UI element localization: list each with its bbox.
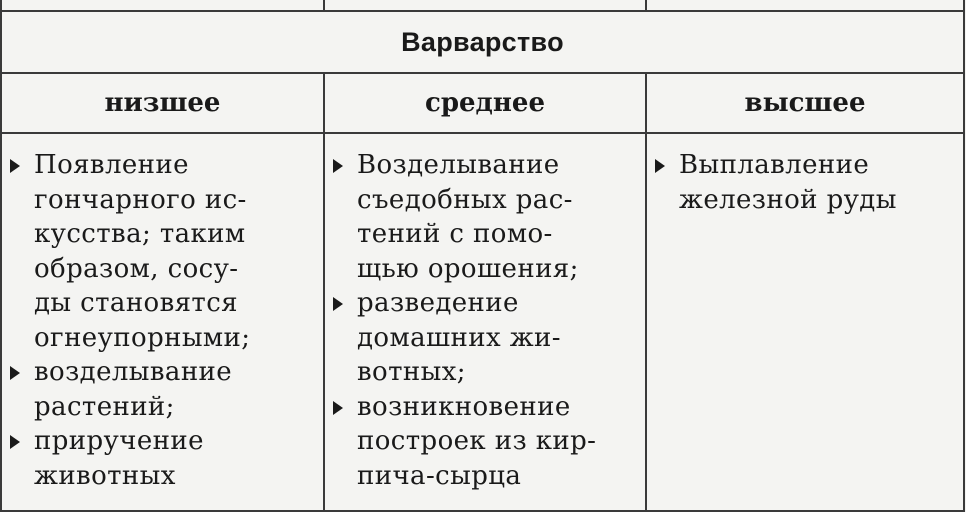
item-text-line: ды становятся — [34, 288, 238, 318]
item-text-line: съедобных рас- — [357, 184, 573, 215]
item-text-line: щью орошения; — [357, 253, 579, 284]
item-text-line: пича-сырца — [357, 460, 522, 491]
list-item — [34, 424, 313, 493]
level-header-middle: среднее — [324, 73, 646, 133]
item-text-line: вотных; — [357, 357, 466, 387]
item-text-line: огнеупорными; — [34, 322, 251, 353]
triangle-bullet-icon — [10, 366, 20, 380]
list-item — [357, 286, 635, 390]
title-row — [1, 11, 964, 73]
item-text-line: Возделывание — [357, 150, 560, 180]
triangle-bullet-icon — [655, 159, 665, 173]
column-middle — [324, 133, 646, 511]
item-text-line: Выплавление — [679, 150, 870, 180]
item-text-line: построек из кир- — [357, 426, 597, 456]
item-text-line: железной руды — [679, 184, 897, 215]
list-item — [357, 390, 635, 494]
triangle-bullet-icon — [10, 435, 20, 449]
list-item — [679, 148, 953, 217]
triangle-bullet-icon — [10, 159, 20, 173]
triangle-bullet-icon — [333, 401, 343, 415]
item-text-line: домашних жи- — [357, 322, 561, 353]
level-header-lower: низшее — [1, 73, 324, 133]
table-top-stub — [1, 0, 964, 11]
item-text-line: образом, сосу- — [34, 253, 239, 284]
table-title: Варварство — [1, 11, 964, 73]
column-upper — [646, 133, 964, 511]
list-item — [34, 355, 313, 424]
item-text-line: тений с помо- — [357, 219, 553, 249]
column-lower — [1, 133, 324, 511]
list-item — [357, 148, 635, 286]
content-row — [1, 133, 964, 511]
level-header-upper: высшее — [646, 73, 964, 133]
item-text-line: возделывание — [34, 357, 233, 387]
item-text-line: кусства; таким — [34, 219, 246, 249]
triangle-bullet-icon — [333, 159, 343, 173]
list-item — [34, 148, 313, 355]
triangle-bullet-icon — [333, 297, 343, 311]
item-text-line: гончарного ис- — [34, 184, 247, 215]
item-text-line: возникновение — [357, 391, 571, 422]
item-text-line: разведение — [357, 288, 519, 318]
item-text-line: приручение — [34, 426, 204, 456]
item-text-line: Появление — [34, 150, 189, 180]
levels-row — [1, 73, 964, 133]
item-text-line: растений; — [34, 391, 175, 422]
item-text-line: животных — [34, 460, 176, 491]
